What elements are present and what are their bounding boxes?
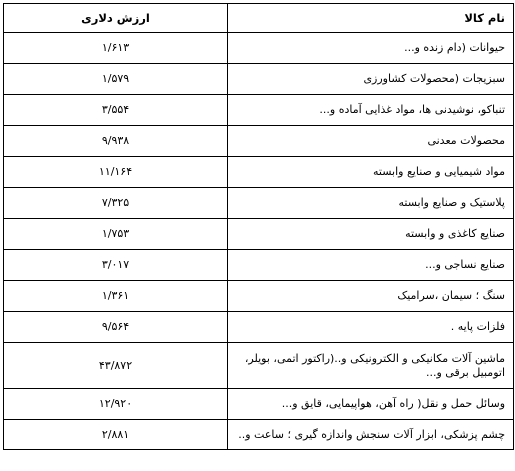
goods-name-cell: چشم پزشکی، ابزار آلات سنجش واندازه گیری ؛ ساعت و.. [228, 420, 514, 450]
goods-name-cell: صنایع نساجی و... [228, 250, 514, 281]
goods-value-table [3, 3, 514, 450]
table-row [4, 33, 514, 64]
table-row [4, 95, 514, 126]
table-row [4, 64, 514, 95]
table-row [4, 420, 514, 450]
goods-name-cell: محصولات معدنی [228, 126, 514, 157]
dollar-value-cell: ۴۳/۸۷۲ [4, 343, 228, 389]
goods-value-table-container [3, 3, 513, 450]
table-row [4, 312, 514, 343]
goods-name-cell: وسائل حمل و نقل( راه آهن، هواپیمایی، قایق و... [228, 389, 514, 420]
goods-name-cell: سبزیجات (محصولات کشاورزی [228, 64, 514, 95]
goods-name-cell: صنایع کاغذی و وابسته [228, 219, 514, 250]
table-row [4, 389, 514, 420]
table-header-row [4, 4, 514, 33]
goods-name-cell: ماشین آلات مکانیکی و الکترونیکی و..(راکتور اتمی، بویلر، اتومبیل برقی و... [228, 343, 514, 389]
column-header-dollar-value: ارزش دلاری [4, 4, 228, 33]
dollar-value-cell: ۱/۵۷۹ [4, 64, 228, 95]
dollar-value-cell: ۷/۳۲۵ [4, 188, 228, 219]
table-row [4, 250, 514, 281]
dollar-value-cell: ۱/۳۶۱ [4, 281, 228, 312]
dollar-value-cell: ۹/۹۳۸ [4, 126, 228, 157]
dollar-value-cell: ۱۱/۱۶۴ [4, 157, 228, 188]
goods-name-cell: سنگ ؛ سیمان ،سرامیک [228, 281, 514, 312]
goods-name-cell: فلزات پایه . [228, 312, 514, 343]
dollar-value-cell: ۹/۵۶۴ [4, 312, 228, 343]
table-row [4, 219, 514, 250]
goods-name-cell: تنباکو، نوشیدنی ها، مواد غذایی آماده و... [228, 95, 514, 126]
dollar-value-cell: ۳/۰۱۷ [4, 250, 228, 281]
dollar-value-cell: ۱۲/۹۲۰ [4, 389, 228, 420]
goods-name-cell: پلاستیک و صنایع وابسته [228, 188, 514, 219]
table-row [4, 281, 514, 312]
table-row [4, 343, 514, 389]
column-header-goods-name: نام کالا [228, 4, 514, 33]
dollar-value-cell: ۱/۷۵۳ [4, 219, 228, 250]
goods-name-cell: مواد شیمیایی و صنایع وابسته [228, 157, 514, 188]
dollar-value-cell: ۲/۸۸۱ [4, 420, 228, 450]
table-row [4, 126, 514, 157]
table-row [4, 157, 514, 188]
table-row [4, 188, 514, 219]
dollar-value-cell: ۱/۶۱۳ [4, 33, 228, 64]
goods-name-cell: حیوانات (دام زنده و... [228, 33, 514, 64]
dollar-value-cell: ۳/۵۵۴ [4, 95, 228, 126]
